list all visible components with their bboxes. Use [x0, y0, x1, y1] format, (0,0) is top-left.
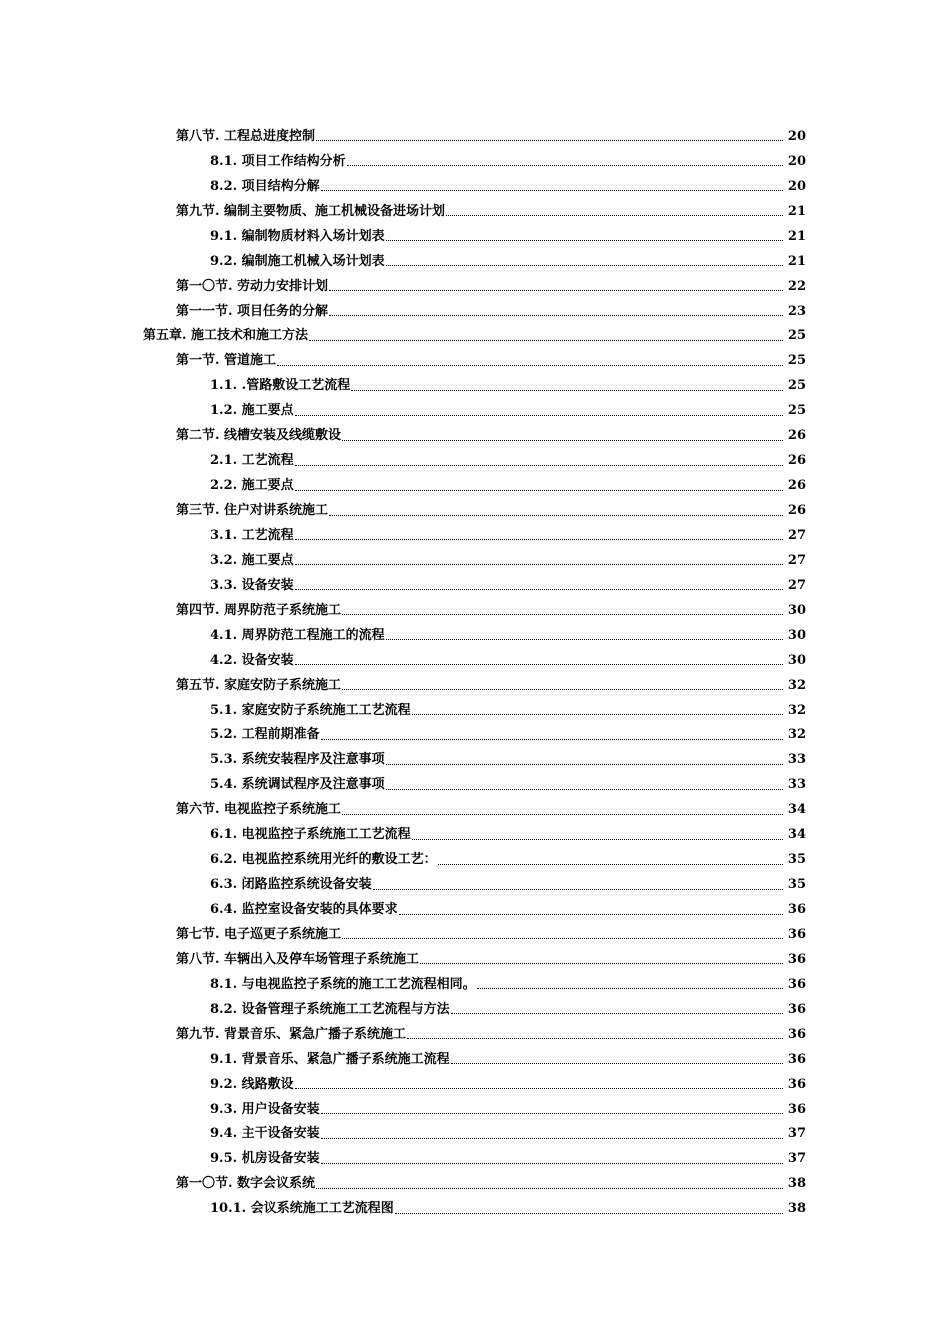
- toc-entry[interactable]: [0, 847, 950, 872]
- toc-entry-title: 第六节. 电视监控子系统施工: [176, 802, 342, 818]
- toc-entry[interactable]: [0, 698, 950, 723]
- toc-dot-leader: [342, 801, 783, 815]
- toc-dot-leader: [342, 427, 783, 441]
- toc-dot-leader: [342, 601, 783, 615]
- toc-entry-page: 38: [787, 1201, 806, 1217]
- toc-entry[interactable]: [0, 623, 950, 648]
- toc-entry[interactable]: [0, 448, 950, 473]
- toc-entry[interactable]: [0, 199, 950, 224]
- toc-dot-leader: [395, 1200, 783, 1214]
- toc-dot-leader: [351, 377, 783, 391]
- toc-entry-title: 3.2. 施工要点: [210, 552, 294, 568]
- toc-entry-page: 33: [787, 752, 806, 768]
- toc-entry[interactable]: [0, 548, 950, 573]
- toc-dot-leader: [295, 452, 783, 466]
- toc-entry[interactable]: [0, 673, 950, 698]
- toc-entry-page: 26: [787, 453, 806, 469]
- toc-entry-title: 8.2. 设备管理子系统施工工艺流程与方法: [210, 1001, 450, 1017]
- toc-entry-title: 2.1. 工艺流程: [210, 453, 294, 469]
- toc-entry-page: 25: [787, 403, 806, 419]
- toc-entry-title: 4.2. 设备安装: [210, 652, 294, 668]
- toc-entry-page: 36: [787, 1001, 806, 1017]
- toc-entry[interactable]: [0, 473, 950, 498]
- toc-entry-title: 5.2. 工程前期准备: [210, 727, 320, 743]
- toc-entry-title: 第四节. 周界防范子系统施工: [176, 602, 342, 618]
- toc-entry[interactable]: [0, 997, 950, 1022]
- toc-entry[interactable]: [0, 398, 950, 423]
- toc-entry-page: 25: [787, 378, 806, 394]
- toc-entry-title: 5.3. 系统安装程序及注意事项: [210, 752, 385, 768]
- toc-entry-page: 21: [787, 228, 806, 244]
- toc-dot-leader: [342, 925, 783, 939]
- toc-entry[interactable]: [0, 573, 950, 598]
- toc-entry[interactable]: [0, 373, 950, 398]
- toc-entry[interactable]: [0, 1122, 950, 1147]
- toc-entry[interactable]: [0, 249, 950, 274]
- toc-entry-title: 第九节. 编制主要物质、施工机械设备进场计划: [176, 203, 446, 219]
- toc-dot-leader: [316, 127, 783, 141]
- toc-entry[interactable]: [0, 1022, 950, 1047]
- toc-entry[interactable]: [0, 498, 950, 523]
- toc-entry-title: 第二节. 线槽安装及线缆敷设: [176, 428, 342, 444]
- toc-entry[interactable]: [0, 897, 950, 922]
- toc-dot-leader: [321, 1150, 783, 1164]
- toc-entry-page: 36: [787, 1101, 806, 1117]
- toc-entry-page: 36: [787, 1076, 806, 1092]
- toc-dot-leader: [316, 1175, 783, 1189]
- toc-entry-title: 8.1. 与电视监控子系统的施工工艺流程相同。: [210, 976, 476, 992]
- toc-dot-leader: [295, 526, 783, 540]
- toc-entry[interactable]: [0, 274, 950, 299]
- toc-entry-page: 35: [787, 852, 806, 868]
- toc-dot-leader: [446, 202, 783, 216]
- toc-entry-title: 第八节. 车辆出入及停车场管理子系统施工: [176, 951, 420, 967]
- toc-dot-leader: [451, 1000, 783, 1014]
- toc-dot-leader: [295, 651, 783, 665]
- toc-entry-title: 1.1. .管路敷设工艺流程: [210, 378, 351, 394]
- toc-dot-leader: [477, 975, 783, 989]
- toc-entry-page: 37: [787, 1126, 806, 1142]
- toc-entry-title: 6.2. 电视监控系统用光纤的敷设工艺：: [210, 852, 437, 868]
- toc-entry[interactable]: [0, 1196, 950, 1221]
- toc-entry[interactable]: [0, 124, 950, 149]
- toc-dot-leader: [386, 227, 783, 241]
- toc-entry-page: 26: [787, 478, 806, 494]
- toc-entry[interactable]: [0, 1097, 950, 1122]
- toc-dot-leader: [321, 177, 783, 191]
- toc-entry-title: 第三节. 住户对讲系统施工: [176, 503, 329, 519]
- toc-entry[interactable]: [0, 224, 950, 249]
- toc-entry[interactable]: [0, 1072, 950, 1097]
- toc-entry-title: 2.2. 施工要点: [210, 478, 294, 494]
- toc-entry-title: 6.1. 电视监控子系统施工工艺流程: [210, 827, 411, 843]
- toc-entry-page: 25: [787, 353, 806, 369]
- toc-entry-title: 第五章. 施工技术和施工方法: [143, 328, 309, 344]
- toc-entry-title: 4.1. 周界防范工程施工的流程: [210, 627, 385, 643]
- toc-dot-leader: [295, 477, 783, 491]
- toc-entry-page: 36: [787, 976, 806, 992]
- toc-entry-page: 38: [787, 1176, 806, 1192]
- toc-dot-leader: [295, 551, 783, 565]
- toc-entry[interactable]: [0, 174, 950, 199]
- toc-entry-page: 32: [787, 727, 806, 743]
- toc-dot-leader: [412, 701, 783, 715]
- toc-entry-title: 第一〇节. 数字会议系统: [176, 1176, 316, 1192]
- toc-entry-page: 26: [787, 428, 806, 444]
- toc-entry[interactable]: [0, 1047, 950, 1072]
- toc-entry[interactable]: [0, 1171, 950, 1196]
- toc-entry-title: 第九节. 背景音乐、紧急广播子系统施工: [176, 1026, 407, 1042]
- toc-dot-leader: [399, 901, 783, 915]
- toc-entry[interactable]: [0, 423, 950, 448]
- toc-entry[interactable]: [0, 324, 950, 349]
- toc-entry[interactable]: [0, 797, 950, 822]
- toc-entry-page: 20: [787, 128, 806, 144]
- toc-entry[interactable]: [0, 747, 950, 772]
- toc-entry-title: 3.3. 设备安装: [210, 577, 294, 593]
- toc-entry[interactable]: [0, 598, 950, 623]
- toc-entry-title: 5.4. 系统调试程序及注意事项: [210, 777, 385, 793]
- toc-entry-page: 36: [787, 951, 806, 967]
- toc-dot-leader: [329, 502, 783, 516]
- toc-dot-leader: [386, 626, 783, 640]
- toc-dot-leader: [386, 751, 783, 765]
- toc-dot-leader: [347, 152, 783, 166]
- toc-entry-page: 36: [787, 1026, 806, 1042]
- toc-entry-page: 36: [787, 926, 806, 942]
- toc-dot-leader: [342, 676, 783, 690]
- toc-dot-leader: [295, 576, 783, 590]
- toc-dot-leader: [329, 302, 783, 316]
- toc-entry-title: 9.2. 线路敷设: [210, 1076, 294, 1092]
- toc-entry-title: 第五节. 家庭安防子系统施工: [176, 677, 342, 693]
- toc-entry-title: 9.1. 背景音乐、紧急广播子系统施工流程: [210, 1051, 450, 1067]
- toc-dot-leader: [277, 352, 783, 366]
- toc-entry-page: 20: [787, 178, 806, 194]
- toc-entry-page: 32: [787, 677, 806, 693]
- toc-dot-leader: [329, 277, 783, 291]
- toc-entry[interactable]: [0, 348, 950, 373]
- toc-entry-page: 30: [787, 602, 806, 618]
- toc-entry-page: 36: [787, 902, 806, 918]
- toc-entry-title: 3.1. 工艺流程: [210, 527, 294, 543]
- toc-dot-leader: [295, 402, 783, 416]
- toc-entry[interactable]: [0, 772, 950, 797]
- toc-dot-leader: [321, 1100, 783, 1114]
- toc-entry-page: 36: [787, 1051, 806, 1067]
- toc-entry-page: 35: [787, 877, 806, 893]
- toc-entry-page: 30: [787, 627, 806, 643]
- toc-entry-title: 1.2. 施工要点: [210, 403, 294, 419]
- toc-entry-page: 22: [787, 278, 806, 294]
- toc-entry-title: 9.5. 机房设备安装: [210, 1151, 320, 1167]
- toc-entry-page: 20: [787, 153, 806, 169]
- toc-entry-title: 第八节. 工程总进度控制: [176, 128, 316, 144]
- toc-entry-title: 8.2. 项目结构分解: [210, 178, 320, 194]
- toc-entry[interactable]: [0, 972, 950, 997]
- toc-entry-title: 9.1. 编制物质材料入场计划表: [210, 228, 385, 244]
- toc-entry-page: 33: [787, 777, 806, 793]
- toc-dot-leader: [420, 950, 783, 964]
- toc-entry-page: 26: [787, 503, 806, 519]
- toc-entry-page: 27: [787, 577, 806, 593]
- toc-dot-leader: [295, 1075, 783, 1089]
- toc-dot-leader: [407, 1025, 783, 1039]
- toc-entry-title: 第七节. 电子巡更子系统施工: [176, 926, 342, 942]
- toc-entry-page: 21: [787, 253, 806, 269]
- toc-entry-title: 6.3. 闭路监控系统设备安装: [210, 877, 372, 893]
- toc-entry-title: 8.1. 项目工作结构分析: [210, 153, 346, 169]
- toc-entry-page: 27: [787, 527, 806, 543]
- toc-entry-page: 21: [787, 203, 806, 219]
- toc-entry-title: 10.1. 会议系统施工工艺流程图: [210, 1201, 394, 1217]
- table-of-contents: [0, 124, 950, 1221]
- toc-entry-title: 5.1. 家庭安防子系统施工工艺流程: [210, 702, 411, 718]
- toc-entry[interactable]: [0, 149, 950, 174]
- toc-entry-title: 第一一节. 项目任务的分解: [176, 303, 329, 319]
- toc-dot-leader: [386, 252, 783, 266]
- toc-entry[interactable]: [0, 299, 950, 324]
- toc-entry-title: 6.4. 监控室设备安装的具体要求: [210, 902, 398, 918]
- toc-entry[interactable]: [0, 922, 950, 947]
- toc-entry[interactable]: [0, 723, 950, 748]
- toc-entry[interactable]: [0, 1146, 950, 1171]
- toc-entry-title: 第一节. 管道施工: [176, 353, 277, 369]
- toc-entry-page: 23: [787, 303, 806, 319]
- toc-entry[interactable]: [0, 648, 950, 673]
- toc-dot-leader: [438, 851, 783, 865]
- toc-dot-leader: [386, 776, 783, 790]
- toc-entry-page: 30: [787, 652, 806, 668]
- toc-dot-leader: [373, 876, 783, 890]
- toc-entry-title: 第一〇节. 劳动力安排计划: [176, 278, 329, 294]
- toc-entry-page: 27: [787, 552, 806, 568]
- toc-dot-leader: [321, 726, 783, 740]
- toc-entry-page: 25: [787, 328, 806, 344]
- toc-entry-title: 9.2. 编制施工机械入场计划表: [210, 253, 385, 269]
- toc-entry-page: 37: [787, 1151, 806, 1167]
- toc-entry-page: 34: [787, 802, 806, 818]
- toc-dot-leader: [451, 1050, 783, 1064]
- toc-entry-title: 9.3. 用户设备安装: [210, 1101, 320, 1117]
- toc-entry-page: 34: [787, 827, 806, 843]
- toc-entry-page: 32: [787, 702, 806, 718]
- toc-entry[interactable]: [0, 947, 950, 972]
- toc-entry[interactable]: [0, 822, 950, 847]
- toc-dot-leader: [321, 1125, 783, 1139]
- toc-entry[interactable]: [0, 872, 950, 897]
- toc-entry-title: 9.4. 主干设备安装: [210, 1126, 320, 1142]
- toc-dot-leader: [412, 826, 783, 840]
- toc-dot-leader: [309, 327, 783, 341]
- toc-entry[interactable]: [0, 523, 950, 548]
